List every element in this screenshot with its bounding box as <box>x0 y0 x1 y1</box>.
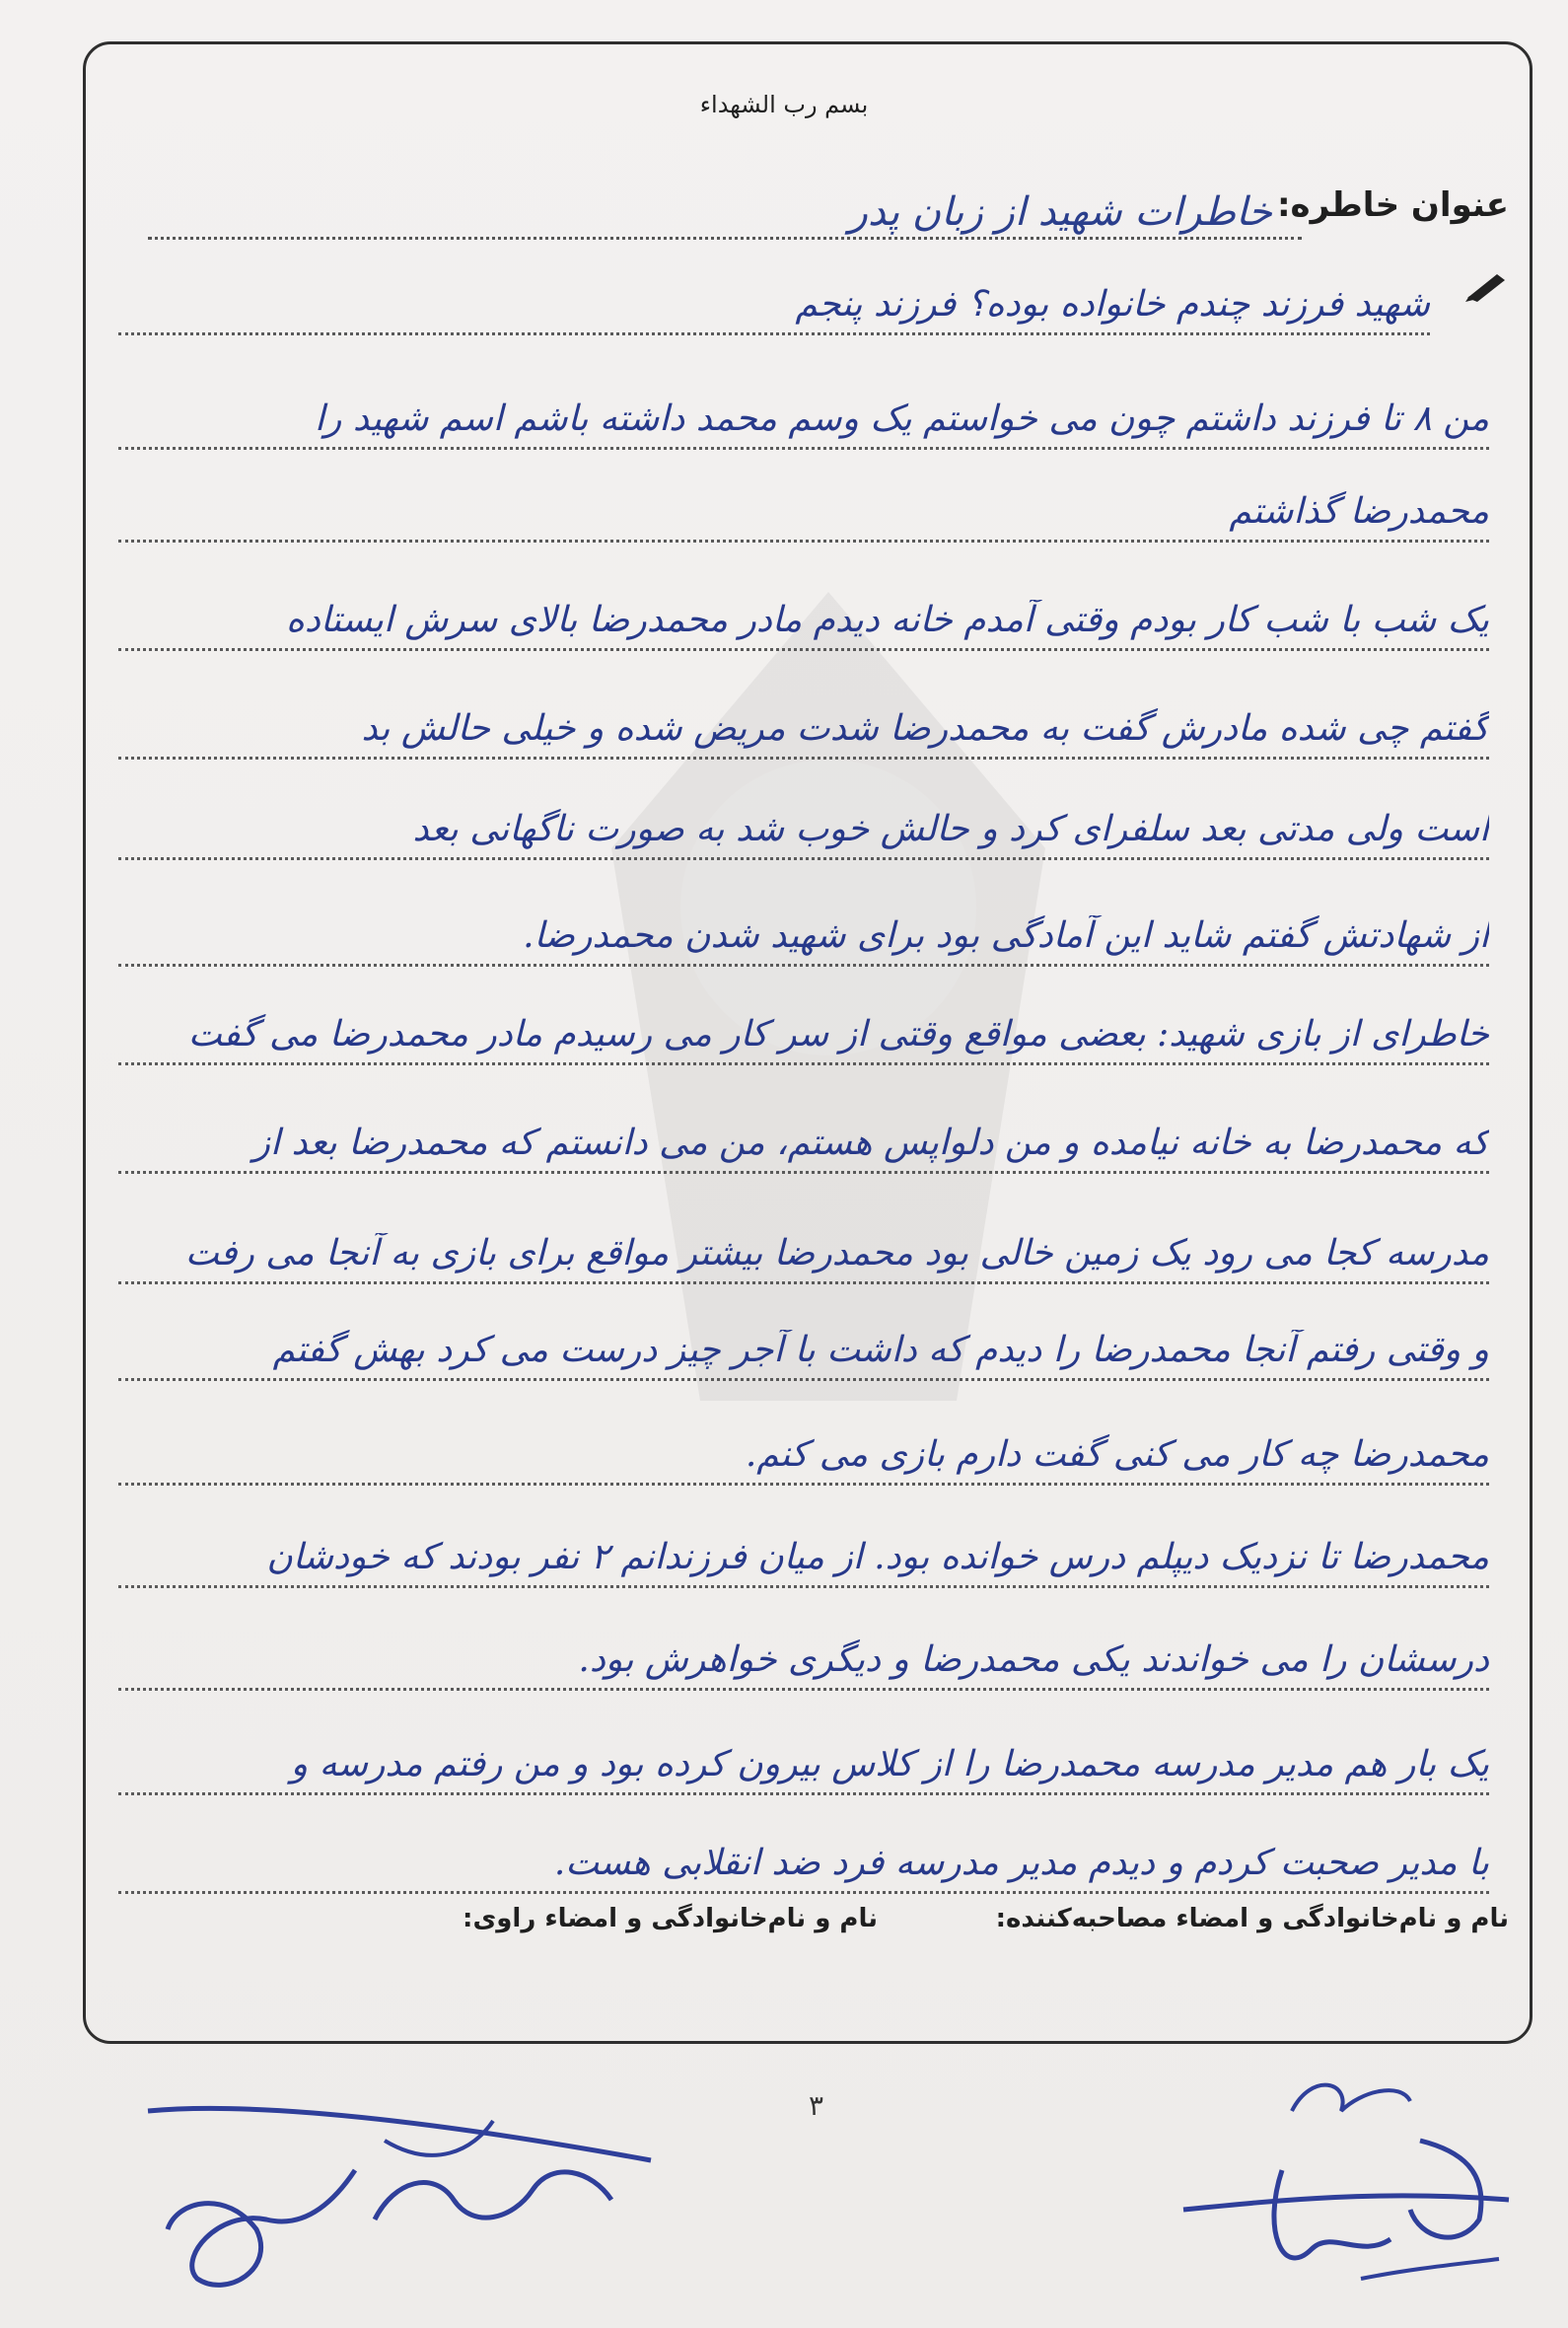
handwritten-line <box>118 1519 1489 1588</box>
handwritten-line <box>118 1417 1489 1486</box>
handwritten-line <box>118 996 1489 1065</box>
handwritten-text: یک شب با شب کار بودم وقتی آمدم خانه دیدم مادر محمدرضا بالای سرش ایستاده <box>286 600 1489 640</box>
handwritten-text: که محمدرضا به خانه نیامده و من دلواپس هستم، من می دانستم که محمدرضا بعد از <box>252 1123 1489 1163</box>
handwritten-text: خاطرای از بازی شهید: بعضی مواقع وقتی از سر کار می رسیدم مادر محمدرضا می گفت <box>187 1014 1489 1055</box>
handwritten-text: گفتم چی شده مادرش گفت به محمدرضا شدت مریض شده و خیلی حالش بد <box>361 708 1489 749</box>
handwritten-line <box>118 791 1489 860</box>
handwritten-line <box>118 266 1430 335</box>
handwritten-text: است ولی مدتی بعد سلفرای کرد و حالش خوب شد به صورت ناگهانی بعد <box>412 809 1489 849</box>
handwritten-line <box>118 1312 1489 1381</box>
interviewer-signature-label: نام و نام‌خانوادگی و امضاء مصاحبه‌کننده: <box>995 1904 1509 1933</box>
handwritten-line <box>118 1215 1489 1284</box>
handwritten-line <box>118 1622 1489 1691</box>
handwritten-text: از شهادتش گفتم شاید این آمادگی بود برای شهید شدن محمدرضا. <box>523 915 1489 956</box>
handwritten-line <box>118 898 1489 967</box>
narrator-signature-label: نام و نام‌خانوادگی و امضاء راوی: <box>463 1904 878 1933</box>
narrator-signature <box>138 2081 690 2308</box>
handwritten-text: محمدرضا گذاشتم <box>1229 491 1489 532</box>
handwritten-text: محمدرضا چه کار می کنی گفت دارم بازی می کنم. <box>745 1434 1489 1475</box>
handwritten-text: و وقتی رفتم آنجا محمدرضا را دیدم که داشت با آجر چیز درست می کرد بهش گفتم <box>272 1330 1489 1370</box>
page-number: ٣ <box>809 2089 824 2122</box>
bismillah-header: بسم رب الشهداء <box>699 91 869 118</box>
handwritten-text: مدرسه کجا می رود یک زمین خالی بود محمدرضا بیشتر مواقع برای بازی به آنجا می رفت <box>184 1233 1489 1273</box>
interviewer-signature <box>1164 2052 1538 2308</box>
memory-title-label: عنوان خاطره: <box>1276 185 1509 225</box>
handwritten-text: شهید فرزند چندم خانواده بوده؟ فرزند پنجم <box>795 284 1430 325</box>
memory-title-value: خاطرات شهید از زبان پدر <box>848 189 1272 235</box>
handwritten-line <box>118 473 1489 543</box>
pen-icon <box>1463 268 1509 304</box>
handwritten-text: یک بار هم مدیر مدرسه محمدرضا را از کلاس بیرون کرده بود و من رفتم مدرسه و <box>290 1744 1489 1784</box>
handwritten-line <box>118 1726 1489 1795</box>
handwritten-text: درسشان را می خواندند یکی محمدرضا و دیگری خواهرش بود. <box>578 1639 1489 1680</box>
handwritten-line <box>118 1825 1489 1894</box>
title-dotted-line <box>148 237 1302 240</box>
handwritten-text: محمدرضا تا نزدیک دیپلم درس خوانده بود. از میان فرزندانم ۲ نفر بودند که خودشان <box>266 1537 1489 1577</box>
handwritten-line <box>118 381 1489 450</box>
handwritten-line <box>118 691 1489 760</box>
handwritten-line <box>118 582 1489 651</box>
handwritten-text: من ۸ تا فرزند داشتم چون می خواستم یک وسم محمد داشته باشم اسم شهید را <box>315 399 1489 439</box>
handwritten-text: با مدیر صحبت کردم و دیدم مدیر مدرسه فرد ضد انقلابی هست. <box>553 1843 1489 1883</box>
handwritten-line <box>118 1105 1489 1174</box>
